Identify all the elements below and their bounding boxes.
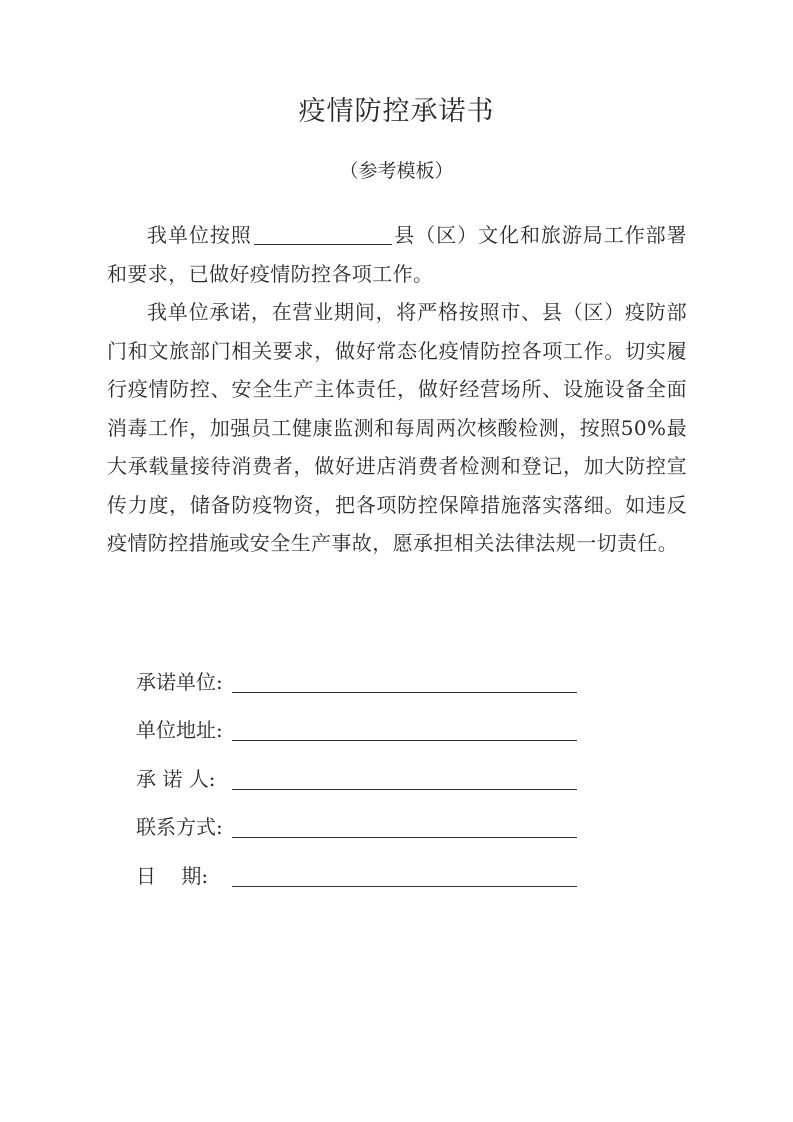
signature-row-promiser — [136, 745, 596, 794]
signature-block — [136, 648, 596, 891]
contact-blank-line — [232, 809, 577, 838]
promiser-label: 承 诺 人: — [136, 766, 216, 791]
unit-blank-line — [232, 664, 577, 693]
date-blank-line — [232, 858, 577, 887]
date-label: 日 期: — [136, 863, 209, 888]
county-blank-line — [254, 222, 392, 245]
address-blank-line — [232, 712, 577, 741]
promiser-blank-line — [232, 761, 577, 790]
address-label: 单位地址: — [136, 718, 223, 742]
document-title: 疫情防控承诺书 — [298, 96, 495, 127]
unit-label: 承诺单位: — [136, 669, 223, 694]
paragraph-2: 我单位承诺，在营业期间，将严格按照市、县（区）疫防部门和文旅部门相关要求，做好常态化疫情防控各项工作。切实履行疫情防控、安全生产主体责任，做好经营场所、设施设备全面消毒工作，加强员工健康监测和每周两次核酸检测，按照50%最大承载量接待消费者，做好进店消费者检测和登记，加大防控宣传力度，储备防疫物资，把各项防控保障措施落实落细。如违反疫情防控措施或安全生产事故，愿承担相关法律法规一切责任。 — [107, 300, 687, 555]
signature-row-date — [136, 842, 596, 891]
contact-label: 联系方式: — [136, 815, 223, 839]
paragraph-1 — [107, 216, 687, 293]
signature-row-address — [136, 697, 596, 746]
signature-row-unit — [136, 648, 596, 697]
paragraph-1-lead: 我单位按照 — [147, 223, 252, 247]
paragraph-1-rest: 县（区）文化和旅游局工作部署和要求，已做好疫情防控各项工作。 — [107, 223, 687, 286]
signature-row-contact — [136, 794, 596, 843]
document-subtitle: （参考模板） — [339, 160, 454, 182]
document-body — [107, 216, 687, 563]
